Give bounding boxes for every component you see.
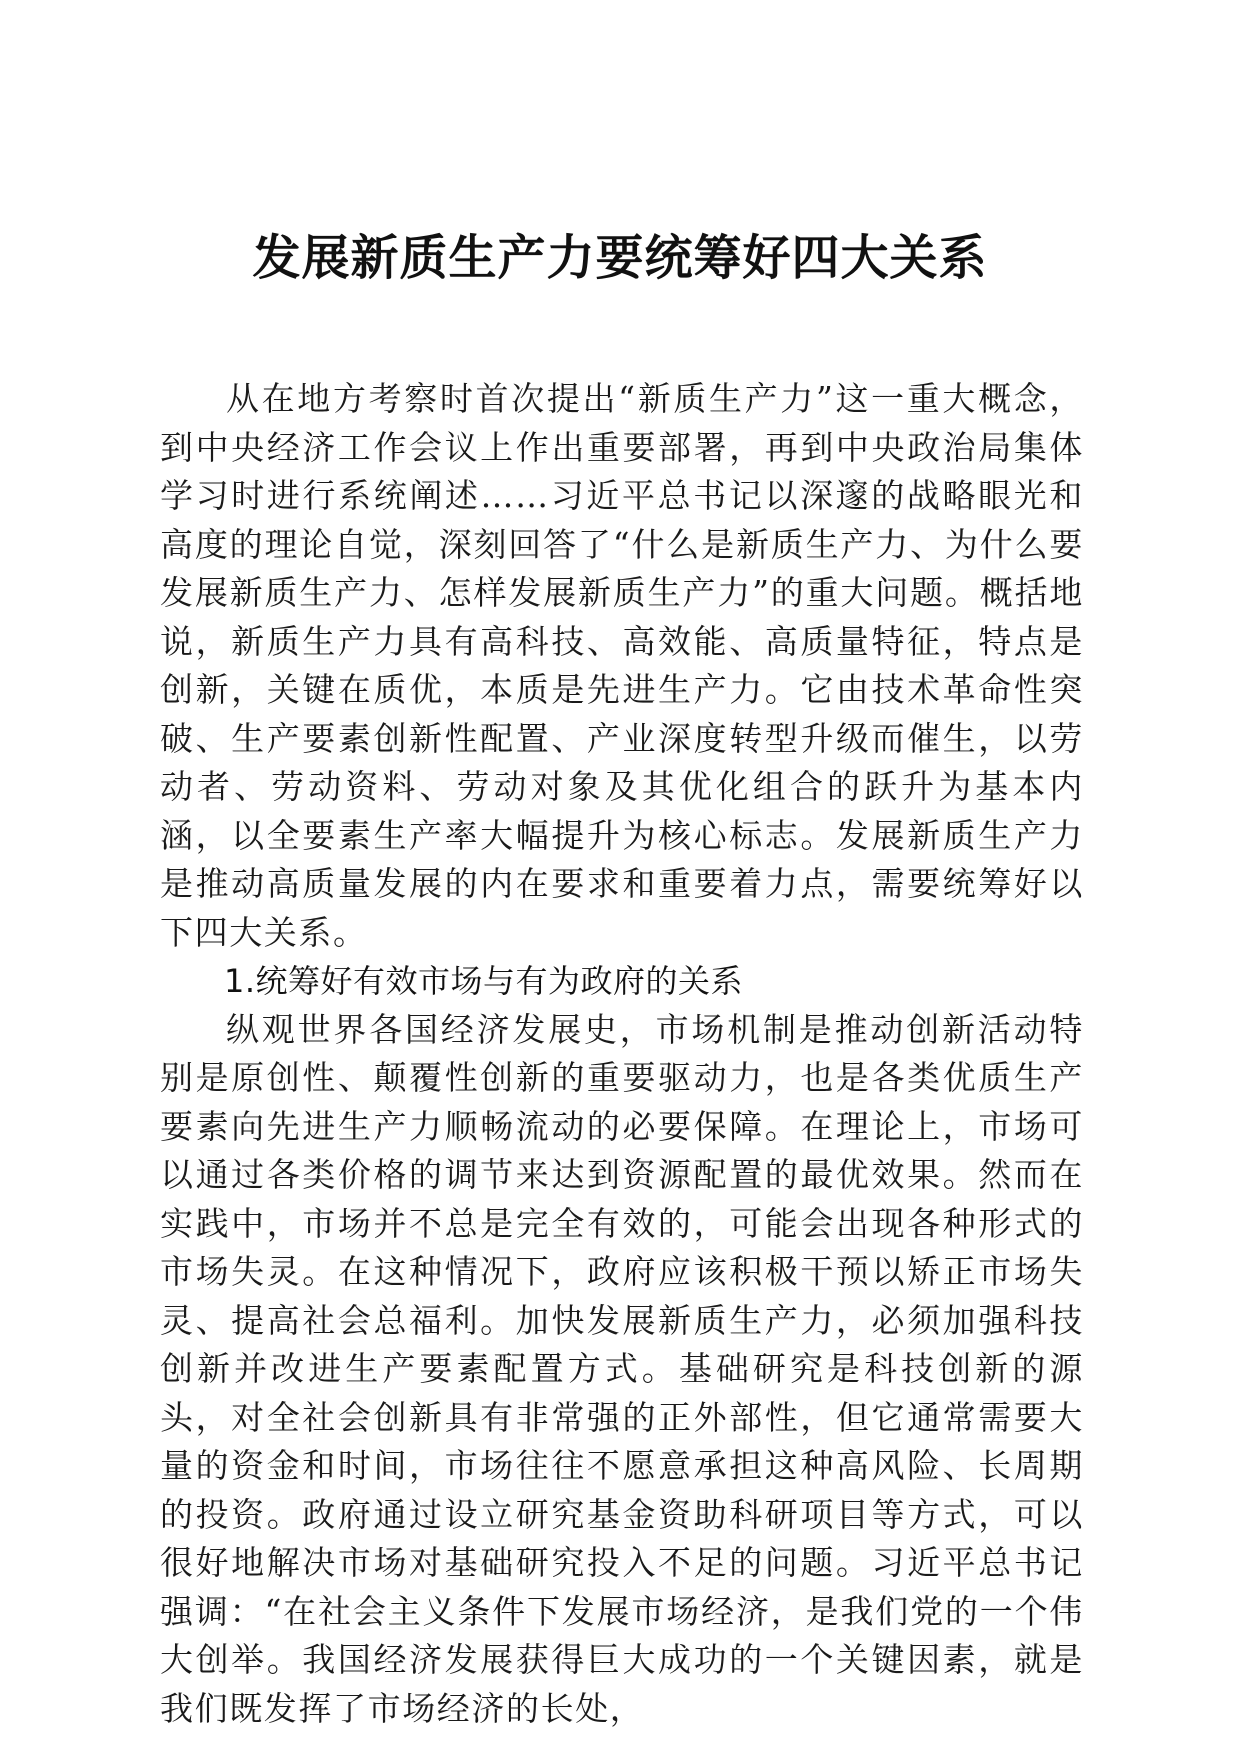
intro-paragraph: 从在地方考察时首次提出“新质生产力”这一重大概念，到中央经济工作会议上作出重要部署，再到中央政治局集体学习时进行系统阐述……习近平总书记以深邃的战略眼光和高度的理论自觉，深刻回答了“什么是新质生产力、为什么要发展新质生产力、怎样发展新质生产力”的重大问题。概括地说，新质生产力具有高科技、高效能、高质量特征，特点是创新，关键在质优，本质是先进生产力。它由技术革命性突破、生产要素创新性配置、产业深度转型升级而催生，以劳动者、劳动资料、劳动对象及其优化组合的跃升为基本内涵，以全要素生产率大幅提升为核心标志。发展新质生产力是推动高质量发展的内在要求和重要着力点，需要统筹好以下四大关系。	[160, 379, 1084, 952]
document-title: 发展新质生产力要统筹好四大关系	[252, 230, 988, 286]
document-body	[160, 375, 1084, 1733]
section-paragraph: 纵观世界各国经济发展史，市场机制是推动创新活动特别是原创性、颠覆性创新的重要驱动力，也是各类优质生产要素向先进生产力顺畅流动的必要保障。在理论上，市场可以通过各类价格的调节来达到资源配置的最优效果。然而在实践中，市场并不总是完全有效的，可能会出现各种形式的市场失灵。在这种情况下，政府应该积极干预以矫正市场失灵、提高社会总福利。加快发展新质生产力，必须加强科技创新并改进生产要素配置方式。基础研究是科技创新的源头，对全社会创新具有非常强的正外部性，但它通常需要大量的资金和时间，市场往往不愿意承担这种高风险、长周期的投资。政府通过设立研究基金资助科研项目等方式，可以很好地解决市场对基础研究投入不足的问题。习近平总书记强调：“在社会主义条件下发展市场经济，是我们党的一个伟大创举。我国经济发展获得巨大成功的一个关键因素，就是我们既发挥了市场经济的长处，	[160, 1009, 1084, 1728]
section-heading: 1.统筹好有效市场与有为政府的关系	[224, 962, 744, 1000]
